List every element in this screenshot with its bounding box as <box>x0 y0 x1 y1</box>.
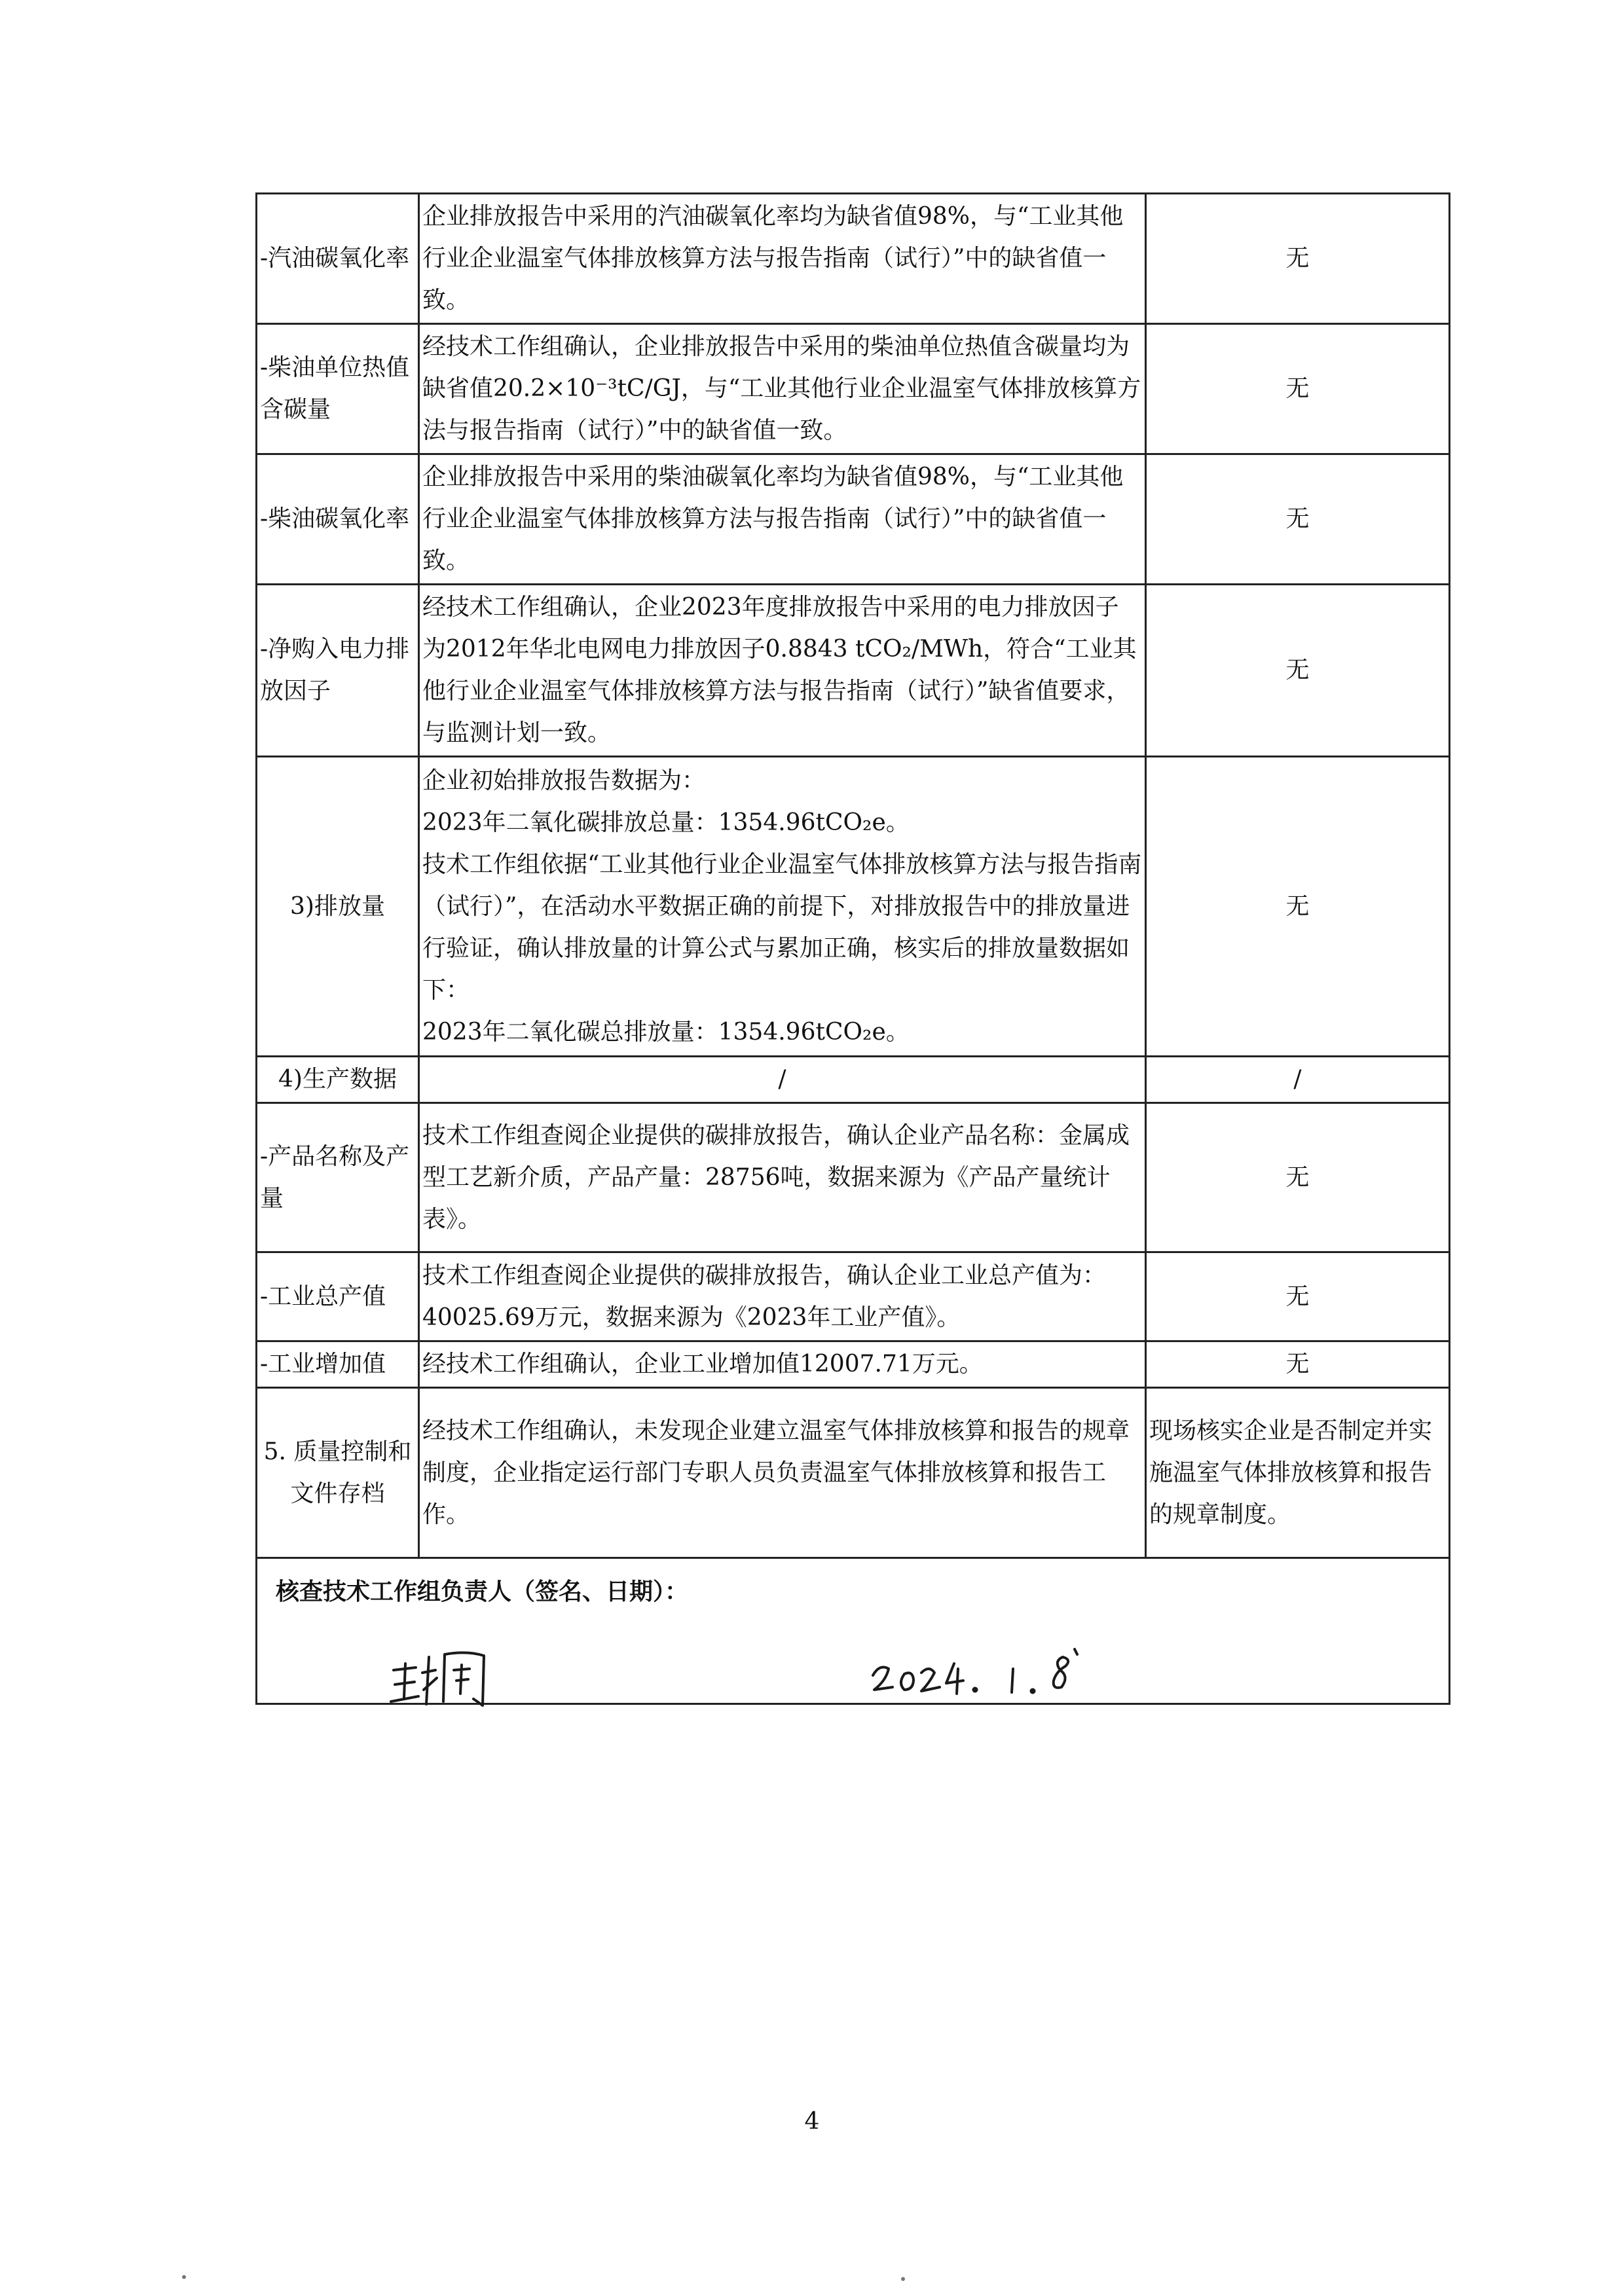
content-line: 企业初始排放报告数据为： <box>422 767 706 794</box>
row-note: 无 <box>1146 1341 1450 1388</box>
row-content: 企业排放报告中采用的汽油碳氧化率均为缺省值98%，与“工业其他行业企业温室气体排放核算方法与报告指南（试行）”中的缺省值一致。 <box>419 194 1146 324</box>
row-label: 3)排放量 <box>257 757 419 1057</box>
table-row <box>257 757 1450 1057</box>
row-label: 4)生产数据 <box>257 1057 419 1103</box>
row-content: / <box>419 1057 1146 1103</box>
row-note: 无 <box>1146 1252 1450 1341</box>
table-row <box>257 1103 1450 1252</box>
row-label: -净购入电力排放因子 <box>257 585 419 757</box>
table-row <box>257 454 1450 585</box>
content-line: 2023年二氧化碳排放总量：1354.96tCO₂e。 <box>422 809 910 836</box>
row-label: -汽油碳氧化率 <box>257 194 419 324</box>
row-note: 无 <box>1146 324 1450 454</box>
row-label: -柴油碳氧化率 <box>257 454 419 585</box>
row-content: 经技术工作组确认，企业2023年度排放报告中采用的电力排放因子为2012年华北电网电力排放因子0.8843 tCO₂/MWh，符合“工业其他行业企业温室气体排放核算方法与报告指南（试行）”缺省值要求，与监测计划一致。 <box>419 585 1146 757</box>
table-row <box>257 1388 1450 1558</box>
row-note: 无 <box>1146 454 1450 585</box>
row-note: / <box>1146 1057 1450 1103</box>
handwritten-signature <box>388 1644 493 1709</box>
row-label: -工业增加值 <box>257 1341 419 1388</box>
row-label: -产品名称及产量 <box>257 1103 419 1252</box>
content-line: 2023年二氧化碳总排放量：1354.96tCO₂e。 <box>422 1018 910 1046</box>
row-content <box>419 757 1146 1057</box>
content-line: 技术工作组依据“工业其他行业企业温室气体排放核算方法与报告指南（试行）”，在活动水平数据正确的前提下，对排放报告中的排放量进行验证，确认排放量的计算公式与累加正确，核实后的排放量数据如下： <box>422 850 1142 1004</box>
table-row <box>257 1252 1450 1341</box>
row-label: -工业总产值 <box>257 1252 419 1341</box>
handwritten-date <box>866 1637 1102 1703</box>
scan-speck <box>182 2275 186 2279</box>
table-row <box>257 1341 1450 1388</box>
signature-row <box>257 1558 1450 1704</box>
table-row <box>257 324 1450 454</box>
row-content: 经技术工作组确认，企业排放报告中采用的柴油单位热值含碳量均为缺省值20.2×10⁻³tC/GJ，与“工业其他行业企业温室气体排放核算方法与报告指南（试行）”中的缺省值一致。 <box>419 324 1146 454</box>
row-content: 技术工作组查阅企业提供的碳排放报告，确认企业产品名称：金属成型工艺新介质，产品产量：28756吨，数据来源为《产品产量统计表》。 <box>419 1103 1146 1252</box>
verification-table <box>255 192 1450 1705</box>
table-row <box>257 585 1450 757</box>
row-content: 经技术工作组确认，企业工业增加值12007.71万元。 <box>419 1341 1146 1388</box>
scan-speck <box>901 2277 905 2281</box>
row-note: 现场核实企业是否制定并实施温室气体排放核算和报告的规章制度。 <box>1146 1388 1450 1558</box>
table-row <box>257 1057 1450 1103</box>
row-note: 无 <box>1146 757 1450 1057</box>
table-row <box>257 194 1450 324</box>
row-content: 经技术工作组确认，未发现企业建立温室气体排放核算和报告的规章制度，企业指定运行部门专职人员负责温室气体排放核算和报告工作。 <box>419 1388 1146 1558</box>
row-label: 5. 质量控制和文件存档 <box>257 1388 419 1558</box>
signature-title: 核查技术工作组负责人（签名、日期）： <box>276 1578 689 1605</box>
row-content: 技术工作组查阅企业提供的碳排放报告，确认企业工业总产值为：40025.69万元，数据来源为《2023年工业产值》。 <box>419 1252 1146 1341</box>
row-note: 无 <box>1146 1103 1450 1252</box>
row-label: -柴油单位热值含碳量 <box>257 324 419 454</box>
signature-cell <box>257 1558 1450 1704</box>
row-content: 企业排放报告中采用的柴油碳氧化率均为缺省值98%，与“工业其他行业企业温室气体排放核算方法与报告指南（试行）”中的缺省值一致。 <box>419 454 1146 585</box>
row-note: 无 <box>1146 585 1450 757</box>
page-number: 4 <box>804 2108 820 2135</box>
row-note: 无 <box>1146 194 1450 324</box>
